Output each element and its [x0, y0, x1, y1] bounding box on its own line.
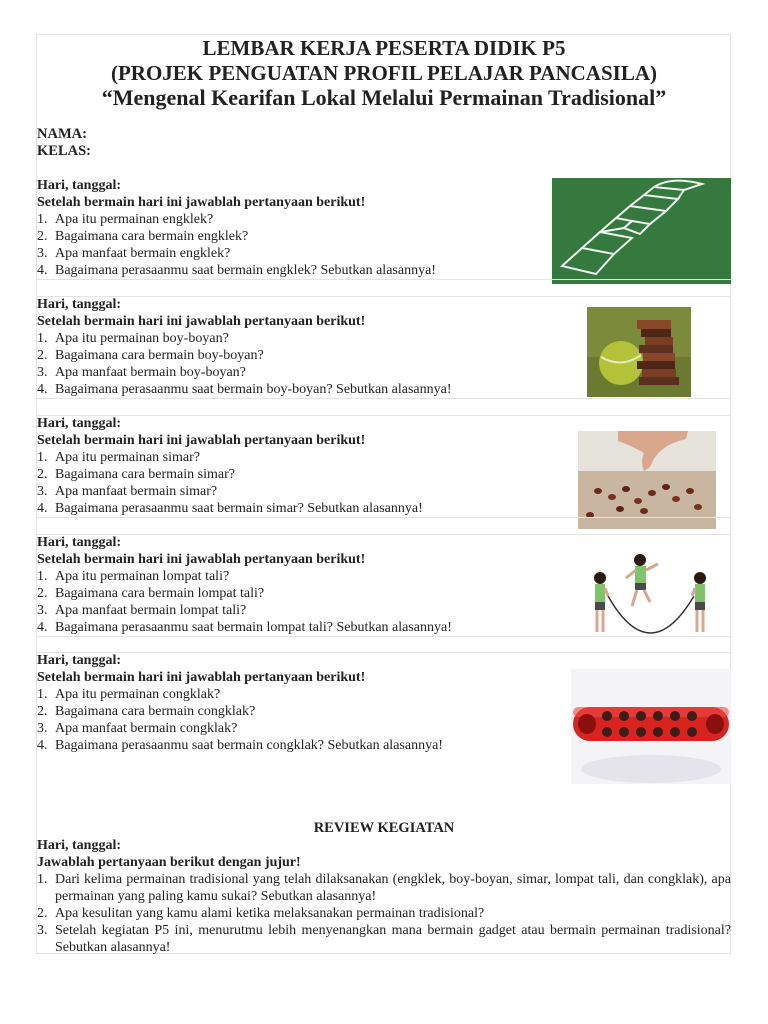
date-label: Hari, tanggal: — [37, 178, 121, 193]
instruction: Setelah bermain hari ini jawablah pertanyaan berikut! — [37, 433, 366, 448]
date-label: Hari, tanggal: — [37, 297, 121, 312]
congklak-image — [571, 669, 731, 784]
question-item: 1. Apa itu permainan congklak? — [37, 687, 221, 702]
question-item: 4. Bagaimana perasaanmu saat bermain simar? Sebutkan alasannya! — [37, 501, 423, 516]
question-item: 3. Apa manfaat bermain simar? — [37, 484, 218, 499]
lompat-tali-image — [584, 550, 716, 644]
boy-boyan-image — [587, 307, 691, 397]
question-item: 3. Apa manfaat bermain lompat tali? — [37, 603, 247, 618]
engklek-image — [552, 178, 731, 284]
question-item: 3. Apa manfaat bermain boy-boyan? — [37, 365, 246, 380]
instruction: Setelah bermain hari ini jawablah pertanyaan berikut! — [37, 314, 366, 329]
section-divider — [37, 517, 731, 518]
question-item: 4. Bagaimana perasaanmu saat bermain congklak? Sebutkan alasannya! — [37, 738, 443, 753]
question-item: 4. Bagaimana perasaanmu saat bermain lompat tali? Sebutkan alasannya! — [37, 620, 452, 635]
question-item: 1. Dari kelima permainan tradisional yang telah dilaksanakan (engklek, boy-boyan, simar, lompat tali, dan congklak), apa permainan yang paling kamu sukai? Sebutkan alasannya! — [37, 872, 731, 904]
question-item: 4. Bagaimana perasaanmu saat bermain engklek? Sebutkan alasannya! — [37, 263, 436, 278]
question-item: 1. Apa itu permainan engklek? — [37, 212, 214, 227]
question-item: 3. Apa manfaat bermain engklek? — [37, 246, 231, 261]
title-line-2: (PROJEK PENGUATAN PROFIL PELAJAR PANCASILA) — [110, 61, 657, 85]
date-label: Hari, tanggal: — [37, 535, 121, 550]
section-divider — [37, 398, 731, 399]
section-divider — [37, 279, 731, 280]
question-item: 3. Apa manfaat bermain congklak? — [37, 721, 238, 736]
date-label: Hari, tanggal: — [37, 653, 121, 668]
question-item: 2. Bagaimana cara bermain boy-boyan? — [37, 348, 264, 363]
question-item: 2. Bagaimana cara bermain lompat tali? — [37, 586, 265, 601]
instruction: Setelah bermain hari ini jawablah pertanyaan berikut! — [37, 670, 366, 685]
section-divider — [37, 636, 731, 637]
instruction: Setelah bermain hari ini jawablah pertanyaan berikut! — [37, 195, 366, 210]
simar-image — [578, 431, 716, 529]
review-section — [37, 837, 731, 956]
instruction: Setelah bermain hari ini jawablah pertanyaan berikut! — [37, 552, 366, 567]
title-line-1: LEMBAR KERJA PESERTA DIDIK P5 — [202, 36, 566, 60]
question-item: 1. Apa itu permainan lompat tali? — [37, 569, 230, 584]
question-item: 2. Apa kesulitan yang kamu alami ketika melaksanakan permainan tradisional? — [37, 906, 485, 921]
class-label: KELAS: — [37, 143, 91, 159]
question-item: 1. Apa itu permainan simar? — [37, 450, 201, 465]
question-item: 2. Bagaimana cara bermain simar? — [37, 467, 235, 482]
question-item: 2. Bagaimana cara bermain congklak? — [37, 704, 256, 719]
date-label: Hari, tanggal: — [37, 416, 121, 431]
question-item: 4. Bagaimana perasaanmu saat bermain boy-boyan? Sebutkan alasannya! — [37, 382, 452, 397]
title-line-3: “Mengenal Kearifan Lokal Melalui Permainan Tradisional” — [101, 85, 667, 110]
question-item: 2. Bagaimana cara bermain engklek? — [37, 229, 249, 244]
question-item: 3. Setelah kegiatan P5 ini, menurutmu lebih menyenangkan mana bermain gadget atau bermain permainan tradisional? Sebutkan alasannya! — [37, 923, 731, 955]
question-item: 1. Apa itu permainan boy-boyan? — [37, 331, 229, 346]
review-title: REVIEW KEGIATAN — [313, 820, 455, 836]
instruction: Jawablah pertanyaan berikut dengan jujur! — [37, 855, 301, 870]
name-label: NAMA: — [37, 126, 87, 142]
date-label: Hari, tanggal: — [37, 838, 121, 853]
